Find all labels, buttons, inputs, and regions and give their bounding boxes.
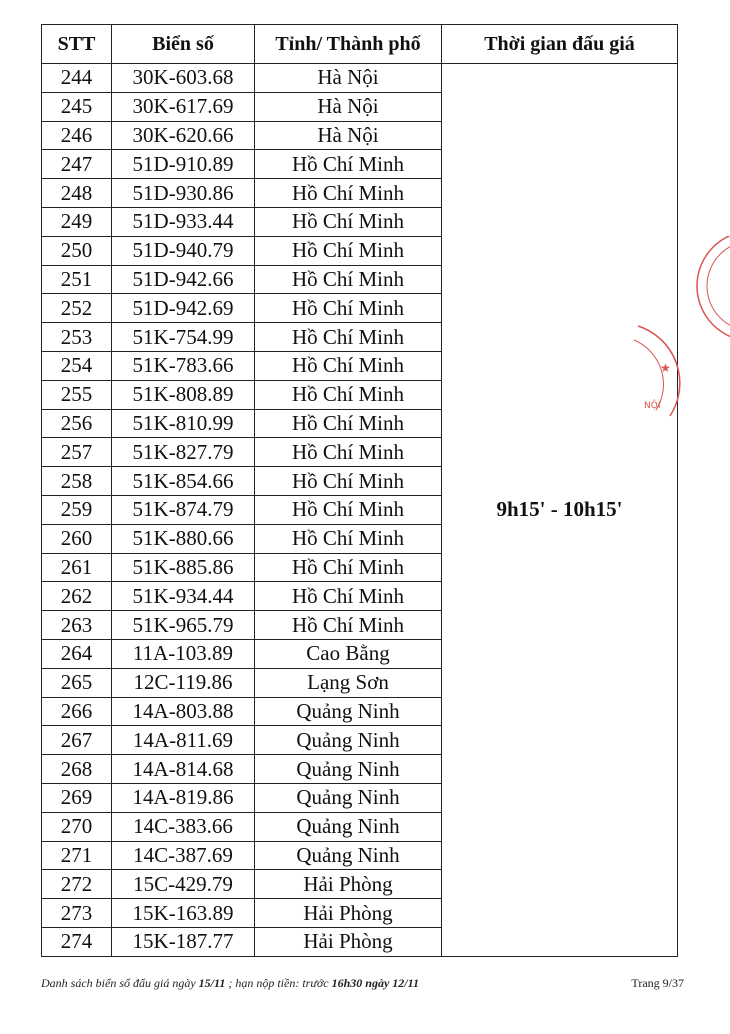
row-province: Hà Nội: [255, 92, 442, 121]
row-plate: 30K-617.69: [112, 92, 255, 121]
row-plate: 11A-103.89: [112, 639, 255, 668]
row-plate: 14A-819.86: [112, 783, 255, 812]
row-stt: 267: [42, 726, 112, 755]
row-stt: 246: [42, 121, 112, 150]
row-plate: 51K-854.66: [112, 467, 255, 496]
row-plate: 51K-783.66: [112, 351, 255, 380]
row-plate: 15K-163.89: [112, 899, 255, 928]
row-stt: 270: [42, 812, 112, 841]
row-province: Quảng Ninh: [255, 755, 442, 784]
row-plate: 30K-603.68: [112, 64, 255, 93]
row-plate: 51D-942.66: [112, 265, 255, 294]
row-stt: 248: [42, 179, 112, 208]
row-stt: 272: [42, 870, 112, 899]
row-plate: 15K-187.77: [112, 927, 255, 956]
row-province: Hà Nội: [255, 121, 442, 150]
row-province: Hồ Chí Minh: [255, 582, 442, 611]
row-plate: 51K-965.79: [112, 611, 255, 640]
row-stt: 271: [42, 841, 112, 870]
row-stt: 266: [42, 697, 112, 726]
row-province: Hồ Chí Minh: [255, 150, 442, 179]
row-plate: 14A-803.88: [112, 697, 255, 726]
row-plate: 14A-811.69: [112, 726, 255, 755]
row-plate: 51D-942.69: [112, 294, 255, 323]
row-plate: 51D-933.44: [112, 207, 255, 236]
row-plate: 51K-810.99: [112, 409, 255, 438]
row-stt: 268: [42, 755, 112, 784]
row-plate: 30K-620.66: [112, 121, 255, 150]
row-plate: 15C-429.79: [112, 870, 255, 899]
row-stt: 247: [42, 150, 112, 179]
page-number: Trang 9/37: [631, 976, 684, 990]
auction-time-slot: 9h15' - 10h15': [442, 64, 678, 957]
svg-text:NỘI: NỘI: [644, 401, 661, 411]
row-province: Hồ Chí Minh: [255, 294, 442, 323]
footer-auction-date: 15/11: [198, 976, 226, 990]
row-plate: 51K-885.86: [112, 553, 255, 582]
row-stt: 261: [42, 553, 112, 582]
row-province: Cao Bằng: [255, 639, 442, 668]
row-province: Hồ Chí Minh: [255, 179, 442, 208]
row-plate: 51K-880.66: [112, 524, 255, 553]
row-province: Quảng Ninh: [255, 726, 442, 755]
row-province: Hải Phòng: [255, 927, 442, 956]
row-province: Hồ Chí Minh: [255, 409, 442, 438]
row-plate: 51K-827.79: [112, 438, 255, 467]
row-province: Hồ Chí Minh: [255, 611, 442, 640]
row-province: Hà Nội: [255, 64, 442, 93]
row-province: Hồ Chí Minh: [255, 467, 442, 496]
table-row: [42, 64, 678, 93]
row-plate: 51K-874.79: [112, 495, 255, 524]
table-body: [42, 64, 678, 957]
row-province: Quảng Ninh: [255, 841, 442, 870]
table-header-row: [42, 25, 678, 64]
row-stt: 253: [42, 323, 112, 352]
footer-middle: ; hạn nộp tiền: trước: [225, 976, 332, 990]
row-province: Hồ Chí Minh: [255, 236, 442, 265]
row-plate: 14C-387.69: [112, 841, 255, 870]
row-stt: 264: [42, 639, 112, 668]
seal-stamp-top: [690, 236, 730, 356]
row-province: Quảng Ninh: [255, 697, 442, 726]
row-province: Hồ Chí Minh: [255, 495, 442, 524]
row-plate: 51D-910.89: [112, 150, 255, 179]
footer-prefix: Danh sách biển số đấu giá ngày: [41, 976, 199, 990]
footer-deadline: 16h30 ngày 12/11: [331, 976, 419, 990]
row-stt: 265: [42, 668, 112, 697]
row-stt: 251: [42, 265, 112, 294]
row-plate: 51K-754.99: [112, 323, 255, 352]
row-province: Lạng Sơn: [255, 668, 442, 697]
row-plate: 14C-383.66: [112, 812, 255, 841]
row-stt: 258: [42, 467, 112, 496]
row-plate: 51D-930.86: [112, 179, 255, 208]
row-stt: 259: [42, 495, 112, 524]
row-stt: 269: [42, 783, 112, 812]
row-plate: 51K-808.89: [112, 380, 255, 409]
row-stt: 250: [42, 236, 112, 265]
row-province: Quảng Ninh: [255, 783, 442, 812]
row-province: Quảng Ninh: [255, 812, 442, 841]
svg-text:★: ★: [660, 361, 671, 375]
row-stt: 257: [42, 438, 112, 467]
row-province: Hồ Chí Minh: [255, 265, 442, 294]
row-province: Hồ Chí Minh: [255, 380, 442, 409]
row-province: Hải Phòng: [255, 870, 442, 899]
row-province: Hồ Chí Minh: [255, 207, 442, 236]
row-stt: 255: [42, 380, 112, 409]
row-plate: 12C-119.86: [112, 668, 255, 697]
header-stt: STT: [42, 25, 112, 64]
row-stt: 260: [42, 524, 112, 553]
row-stt: 263: [42, 611, 112, 640]
seal-star-icon: [630, 320, 690, 430]
row-stt: 244: [42, 64, 112, 93]
row-province: Hồ Chí Minh: [255, 351, 442, 380]
row-province: Hải Phòng: [255, 899, 442, 928]
row-stt: 254: [42, 351, 112, 380]
row-stt: 273: [42, 899, 112, 928]
row-plate: 51K-934.44: [112, 582, 255, 611]
row-province: Hồ Chí Minh: [255, 323, 442, 352]
header-plate: Biển số: [112, 25, 255, 64]
row-stt: 262: [42, 582, 112, 611]
row-stt: 249: [42, 207, 112, 236]
row-plate: 51D-940.79: [112, 236, 255, 265]
row-province: Hồ Chí Minh: [255, 553, 442, 582]
row-stt: 274: [42, 927, 112, 956]
row-stt: 245: [42, 92, 112, 121]
row-province: Hồ Chí Minh: [255, 438, 442, 467]
header-province: Tỉnh/ Thành phố: [255, 25, 442, 64]
page-footer: [41, 976, 684, 991]
seal-stamp-bottom: [630, 320, 690, 430]
auction-plate-table: [41, 24, 678, 957]
row-plate: 14A-814.68: [112, 755, 255, 784]
row-stt: 256: [42, 409, 112, 438]
row-province: Hồ Chí Minh: [255, 524, 442, 553]
row-stt: 252: [42, 294, 112, 323]
header-auction-time: Thời gian đấu giá: [442, 25, 678, 64]
seal-icon: [690, 236, 730, 356]
